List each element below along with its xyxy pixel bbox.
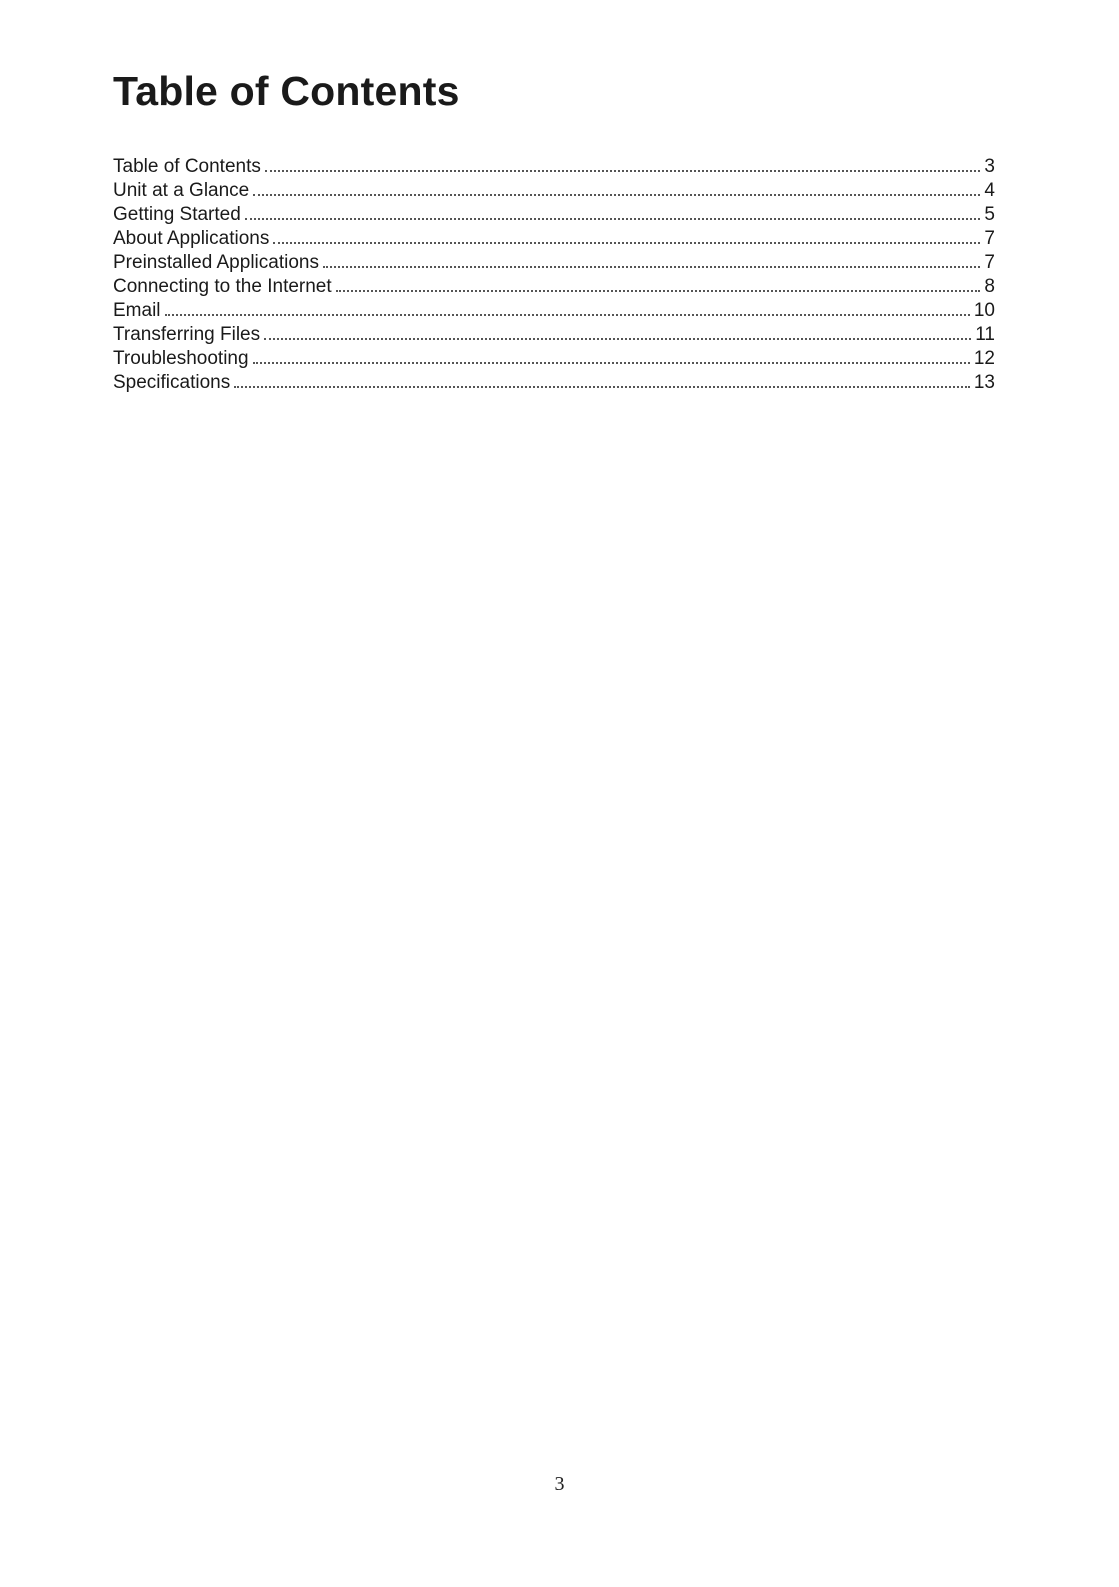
toc-entry-label: Unit at a Glance xyxy=(113,180,250,201)
toc-entry-label: Email xyxy=(113,300,161,321)
toc-entry-label: About Applications xyxy=(113,228,270,249)
toc-entry-label: Preinstalled Applications xyxy=(113,252,319,273)
toc-entry-getting-started[interactable] xyxy=(113,203,995,227)
toc-entry-page: 10 xyxy=(973,300,995,321)
toc-entry-email[interactable] xyxy=(113,299,995,323)
page-number: 3 xyxy=(554,1473,565,1495)
toc-entry-unit-at-a-glance[interactable] xyxy=(113,179,995,203)
toc-entry-about-applications[interactable] xyxy=(113,227,995,251)
dot-leader xyxy=(253,194,980,196)
table-of-contents xyxy=(113,155,995,395)
dot-leader xyxy=(165,314,970,316)
toc-entry-page: 8 xyxy=(984,276,995,297)
toc-entry-troubleshooting[interactable] xyxy=(113,347,995,371)
toc-entry-page: 12 xyxy=(973,348,995,369)
toc-entry-label: Troubleshooting xyxy=(113,348,249,369)
page-title: Table of Contents xyxy=(113,68,460,114)
dot-leader xyxy=(245,218,981,220)
toc-entry-transferring-files[interactable] xyxy=(113,323,995,347)
dot-leader xyxy=(265,170,981,172)
toc-entry-page: 3 xyxy=(984,156,995,177)
toc-entry-label: Table of Contents xyxy=(113,156,261,177)
toc-entry-page: 7 xyxy=(984,252,995,273)
toc-entry-label: Specifications xyxy=(113,372,231,393)
dot-leader xyxy=(253,362,970,364)
toc-entry-connecting-to-the-internet[interactable] xyxy=(113,275,995,299)
toc-entry-specifications[interactable] xyxy=(113,371,995,395)
toc-entry-label: Getting Started xyxy=(113,204,241,225)
toc-entry-label: Connecting to the Internet xyxy=(113,276,332,297)
dot-leader xyxy=(264,338,971,340)
toc-entry-page: 13 xyxy=(973,372,995,393)
dot-leader xyxy=(234,386,970,388)
toc-entry-page: 7 xyxy=(984,228,995,249)
dot-leader xyxy=(323,266,980,268)
toc-entry-preinstalled-applications[interactable] xyxy=(113,251,995,275)
dot-leader xyxy=(273,242,980,244)
dot-leader xyxy=(336,290,981,292)
toc-entry-page: 4 xyxy=(984,180,995,201)
toc-entry-label: Transferring Files xyxy=(113,324,261,345)
toc-entry-page: 5 xyxy=(984,204,995,225)
toc-entry-page: 11 xyxy=(975,324,995,345)
toc-entry-table-of-contents[interactable] xyxy=(113,155,995,179)
